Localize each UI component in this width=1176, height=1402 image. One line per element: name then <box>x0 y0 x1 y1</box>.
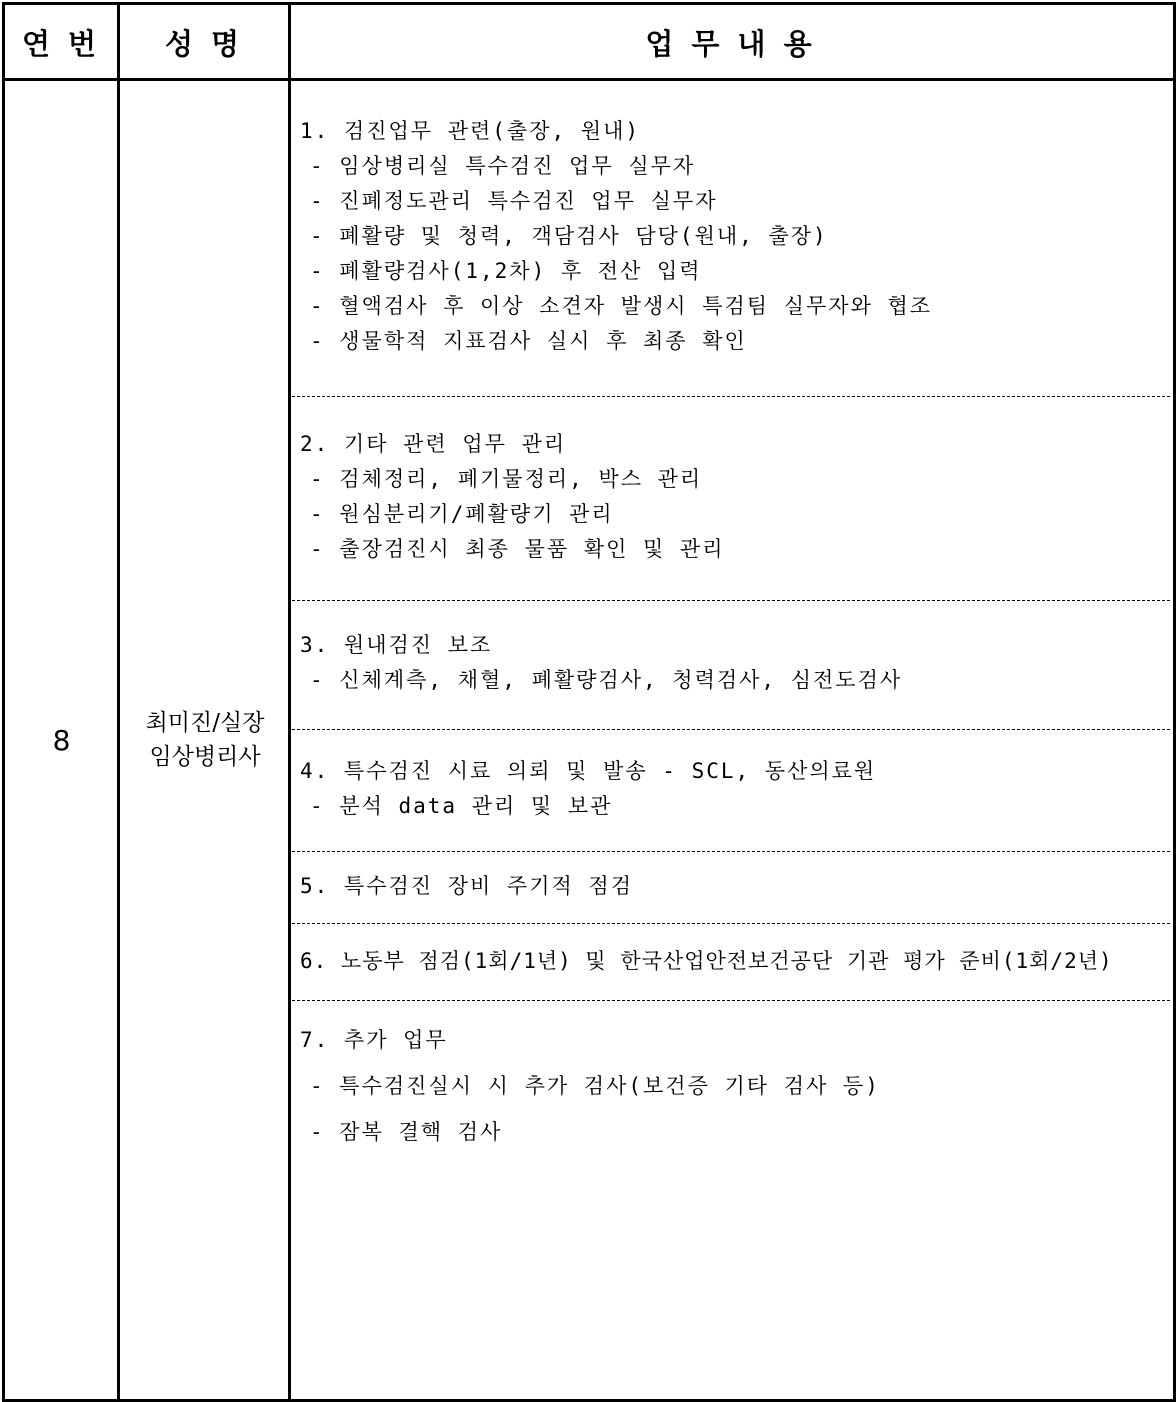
column-divider <box>288 2 291 1399</box>
duty-title: 1. 검진업무 관련(출장, 원내) <box>300 119 641 143</box>
duty-title: 4. 특수검진 시료 의뢰 및 발송 - SCL, 동산의료원 <box>300 759 877 783</box>
duty-item: - 잠복 결핵 검사 <box>310 1120 503 1144</box>
duty-item: - 원심분리기/폐활량기 관리 <box>310 502 614 526</box>
duty-title: 7. 추가 업무 <box>300 1028 448 1052</box>
header-name: 성 명 <box>164 26 244 61</box>
row-name <box>122 700 288 780</box>
name-line-2: 임상병리사 <box>149 744 261 770</box>
header-duties: 업 무 내 용 <box>645 26 816 61</box>
duty-item: - 혈액검사 후 이상 소견자 발생시 특검팀 실무자와 협조 <box>310 294 933 318</box>
duty-item: - 특수검진실시 시 추가 검사(보건증 기타 검사 등) <box>310 1074 880 1098</box>
duty-item: - 출장검진시 최종 물품 확인 및 관리 <box>310 537 725 561</box>
duty-item: - 생물학적 지표검사 실시 후 최종 확인 <box>310 329 747 353</box>
duty-item: - 검체정리, 폐기물정리, 박스 관리 <box>310 467 703 491</box>
duty-title: 6. 노동부 점검(1회/1년) 및 한국산업안전보건공단 기관 평가 준비(1회/2년) <box>300 949 1113 973</box>
section-divider <box>292 923 1170 924</box>
duty-section-3 <box>300 628 1160 698</box>
duty-item: - 폐활량 및 청력, 객담검사 담당(원내, 출장) <box>310 224 828 248</box>
duty-title: 3. 원내검진 보조 <box>300 633 493 657</box>
section-divider <box>292 600 1170 601</box>
duty-section-5 <box>300 869 1160 904</box>
duty-section-6 <box>300 944 1160 979</box>
section-divider <box>292 729 1170 730</box>
duty-section-1 <box>300 114 1160 359</box>
duty-item: - 폐활량검사(1,2차) 후 전산 입력 <box>310 259 702 283</box>
duty-title: 2. 기타 관련 업무 관리 <box>300 432 567 456</box>
duty-section-2 <box>300 427 1160 567</box>
header-seq: 연 번 <box>21 26 101 61</box>
duty-item: - 신체계측, 채혈, 폐활량검사, 청력검사, 심전도검사 <box>310 668 903 692</box>
row-seq: 8 <box>52 723 71 757</box>
duty-item: - 진폐정도관리 특수검진 업무 실무자 <box>310 189 718 213</box>
duty-item: - 분석 data 관리 및 보관 <box>310 794 613 818</box>
duty-item: - 임상병리실 특수검진 업무 실무자 <box>310 154 696 178</box>
section-divider <box>292 851 1170 852</box>
duty-section-4 <box>300 754 1160 824</box>
section-divider <box>292 396 1170 397</box>
section-divider <box>292 1000 1170 1001</box>
duty-section-7 <box>300 1023 1160 1155</box>
name-line-1: 최미진/실장 <box>145 710 265 736</box>
duty-title: 5. 특수검진 장비 주기적 점검 <box>300 874 634 898</box>
